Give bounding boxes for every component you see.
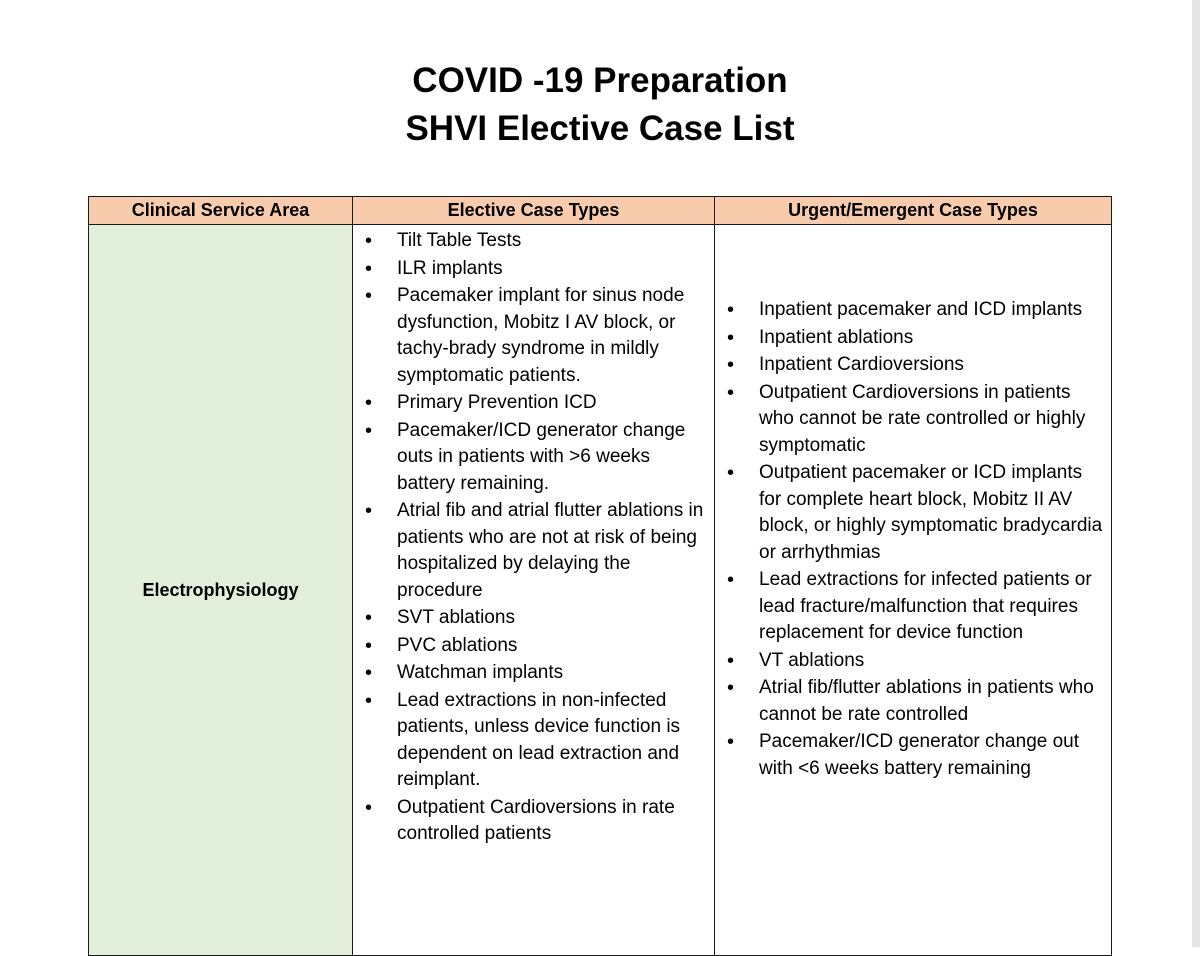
list-item: • Inpatient ablations bbox=[759, 325, 1105, 352]
list-item: • Primary Prevention ICD bbox=[397, 390, 704, 417]
urgent-case-list bbox=[715, 297, 1111, 883]
table-header-row bbox=[89, 197, 1112, 225]
list-item: • Inpatient Cardioversions bbox=[759, 352, 1105, 379]
document-subtitle: SHVI Elective Case List bbox=[405, 109, 795, 148]
list-item: • Atrial fib/flutter ablations in patients who cannot be rate controlled bbox=[759, 675, 1105, 728]
list-item: • SVT ablations bbox=[397, 605, 704, 632]
header-elective-case-types: Elective Case Types bbox=[353, 197, 715, 225]
list-item: • Pacemaker implant for sinus node dysfunction, Mobitz I AV block, or tachy-brady syndrome in mildly symptomatic patients. bbox=[397, 283, 704, 389]
document-title: COVID -19 Preparation bbox=[412, 61, 788, 100]
list-item: • Outpatient Cardioversions in patients who cannot be rate controlled or highly symptomatic bbox=[759, 380, 1105, 460]
table-row bbox=[89, 225, 1112, 956]
list-item: • PVC ablations bbox=[397, 633, 704, 660]
list-item: • VT ablations bbox=[759, 648, 1105, 675]
list-item: • Lead extractions in non-infected patients, unless device function is dependent on lead extraction and reimplant. bbox=[397, 688, 704, 794]
list-item: • Tilt Table Tests bbox=[397, 228, 704, 255]
list-item: • Pacemaker/ICD generator change out with <6 weeks battery remaining bbox=[759, 729, 1105, 782]
list-item: • Outpatient Cardioversions in rate controlled patients bbox=[397, 795, 704, 848]
urgent-cases-cell bbox=[715, 225, 1112, 956]
header-urgent-case-types: Urgent/Emergent Case Types bbox=[715, 197, 1112, 225]
elective-case-list bbox=[353, 225, 714, 857]
service-area-cell: Electrophysiology bbox=[89, 225, 353, 956]
elective-cases-cell bbox=[353, 225, 715, 956]
list-item: • Watchman implants bbox=[397, 660, 704, 687]
list-item: • Outpatient pacemaker or ICD implants for complete heart block, Mobitz II AV block, or highly symptomatic bradycardia or arrhythmias bbox=[759, 460, 1105, 566]
list-item: • Pacemaker/ICD generator change outs in patients with >6 weeks battery remaining. bbox=[397, 418, 704, 498]
list-item: • ILR implants bbox=[397, 256, 704, 283]
list-item: • Atrial fib and atrial flutter ablations in patients who are not at risk of being hospitalized by delaying the procedure bbox=[397, 498, 704, 604]
list-item: • Lead extractions for infected patients or lead fracture/malfunction that requires replacement for device function bbox=[759, 567, 1105, 647]
list-item: • Inpatient pacemaker and ICD implants bbox=[759, 297, 1105, 324]
case-list-table bbox=[88, 196, 1112, 956]
header-clinical-service-area: Clinical Service Area bbox=[89, 197, 353, 225]
